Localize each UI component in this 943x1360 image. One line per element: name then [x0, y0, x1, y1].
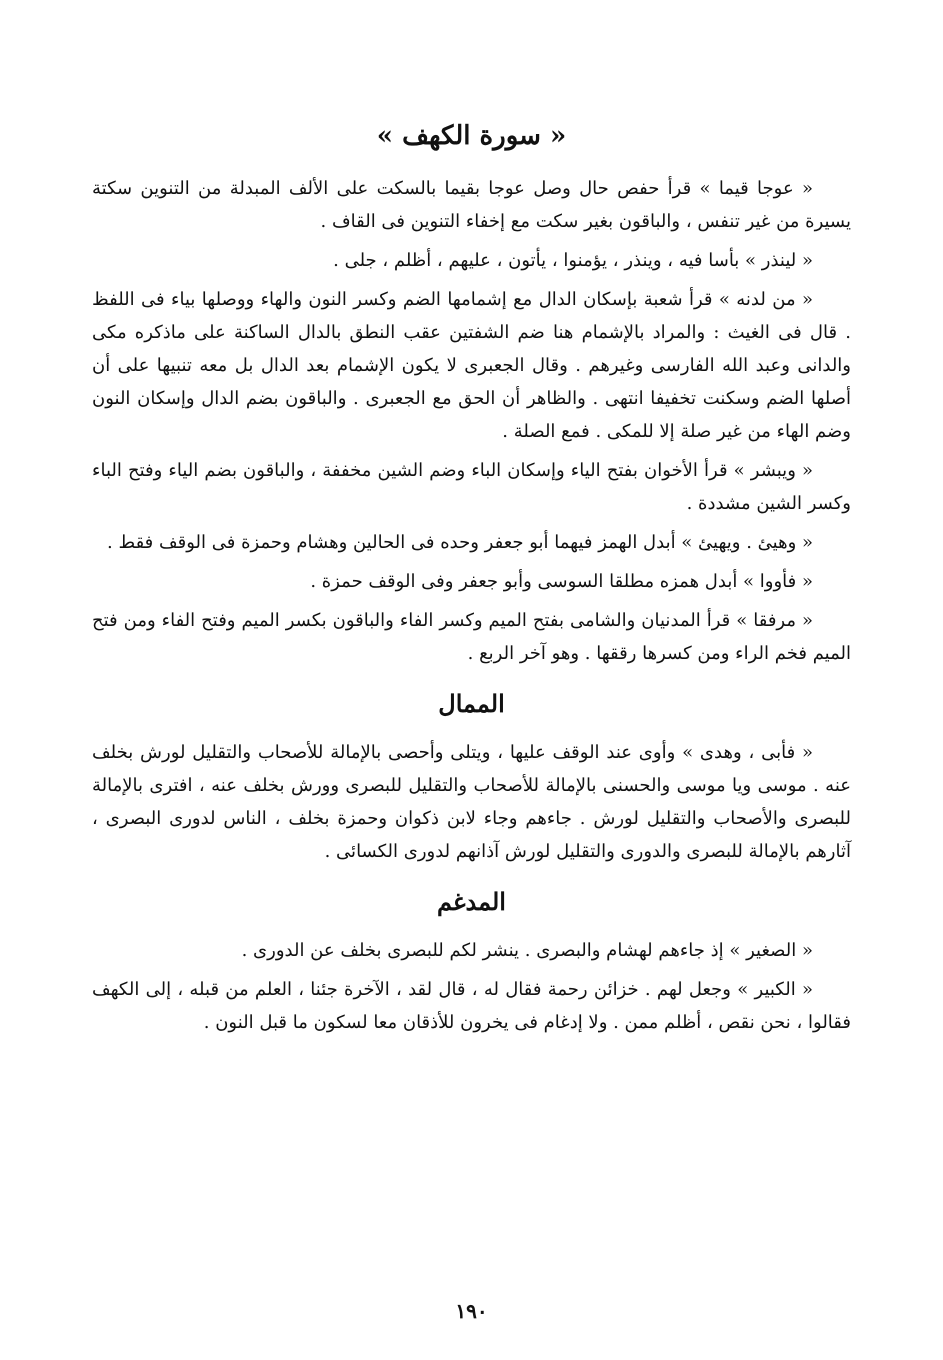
book-page [92, 0, 851, 1360]
section-title-mudgham: المدغم [437, 887, 506, 916]
paragraph-mirfaqa: « مرفقا » قرأ المدنيان والشامى بفتح الميم وكسر الفاء والباقون بكسر الميم وفتح الفاء ومن فتح الميم فخم الراء ومن كسرها رققها . وهو آخر الربع . [92, 610, 851, 664]
paragraph-mumal: « فأبى ، وهدى » وأوى عند الوقف عليها ، ويتلى وأحصى بالإمالة للأصحاب والتقليل لورش بخلف عنه . موسى ويا موسى والحسنى بالإمالة للأصحاب والتقليل للبصرى وورش بخلف عنه ، افترى بالإمالة للبصرى والأصحاب والتقليل لورش . جاءهم وجاء لابن ذكوان وحمزة بخلف ، الناس لدورى البصرى ، آثارهم بالإمالة للبصرى والدورى والتقليل لورش آذانهم لدورى الكسائى . [92, 742, 851, 862]
paragraph-wa-hayyi: « وهيئ . ويهيئ » أبدل الهمز فيهما أبو جعفر وحده فى الحالين وهشام وحمزة فى الوقف فقط . [107, 532, 813, 553]
paragraph-liyundhira: « لينذر » بأسا فيه ، وينذر ، يؤمنوا ، يأتون ، عليهم ، أظلم ، جلى . [333, 250, 813, 271]
page-body [92, 172, 851, 1045]
page-number: ١٩٠ [455, 1299, 488, 1323]
paragraph-awaja-qayyima: « عوجا قيما » قرأ حفص حال وصل عوجا بقيما بالسكت على الألف المبدلة من التنوين سكتة يسيرة من غير تنفس ، والباقون بغير سكت مع إخفاء التنوين فى القاف . [92, 178, 851, 232]
paragraph-fa-awu: « فأووا » أبدل همزه مطلقا السوسى وأبو جعفر وفى الوقف حمزة . [310, 571, 813, 592]
section-title-mumal: الممال [438, 689, 505, 718]
paragraph-mudgham-saghir: « الصغير » إذ جاءهم لهشام والبصرى . ينشر لكم للبصرى بخلف عن الدورى . [241, 940, 813, 961]
paragraph-min-ladunhu: « من لدنه » قرأ شعبة بإسكان الدال مع إشمامها الضم وكسر النون والهاء ووصلها بياء فى اللفظ . قال فى الغيث : والمراد بالإشمام هنا ضم الشفتين عقب النطق بالدال الساكنة على ماذكره مكى والدانى وعبد الله الفارسى وغيرهم . وقال الجعبرى لا يكون الإشمام بعد الدال بل معه تنبيها على أن أصلها الضم وسكنت تخفيفا انتهى . والظاهر أن الحق مع الجعبرى . والباقون بضم الدال وإسكان النون وضم الهاء من غير صلة إلا للمكى . فمع الصلة . [92, 289, 851, 442]
paragraph-mudgham-kabir: « الكبير » وجعل لهم . خزائن رحمة فقال له ، قال لقد ، الآخرة جئنا ، العلم من قبله ، إلى الكهف فقالوا ، نحن نقص ، أظلم ممن . ولا إدغام فى يخرون للأذقان معا لسكون ما قبل النون . [92, 979, 851, 1033]
surah-title: « سورة الكهف » [376, 121, 567, 151]
paragraph-wa-yubashshir: « ويبشر » قرأ الأخوان بفتح الياء وإسكان الباء وضم الشين مخففة ، والباقون بضم الياء وفتح الباء وكسر الشين مشددة . [92, 460, 851, 514]
